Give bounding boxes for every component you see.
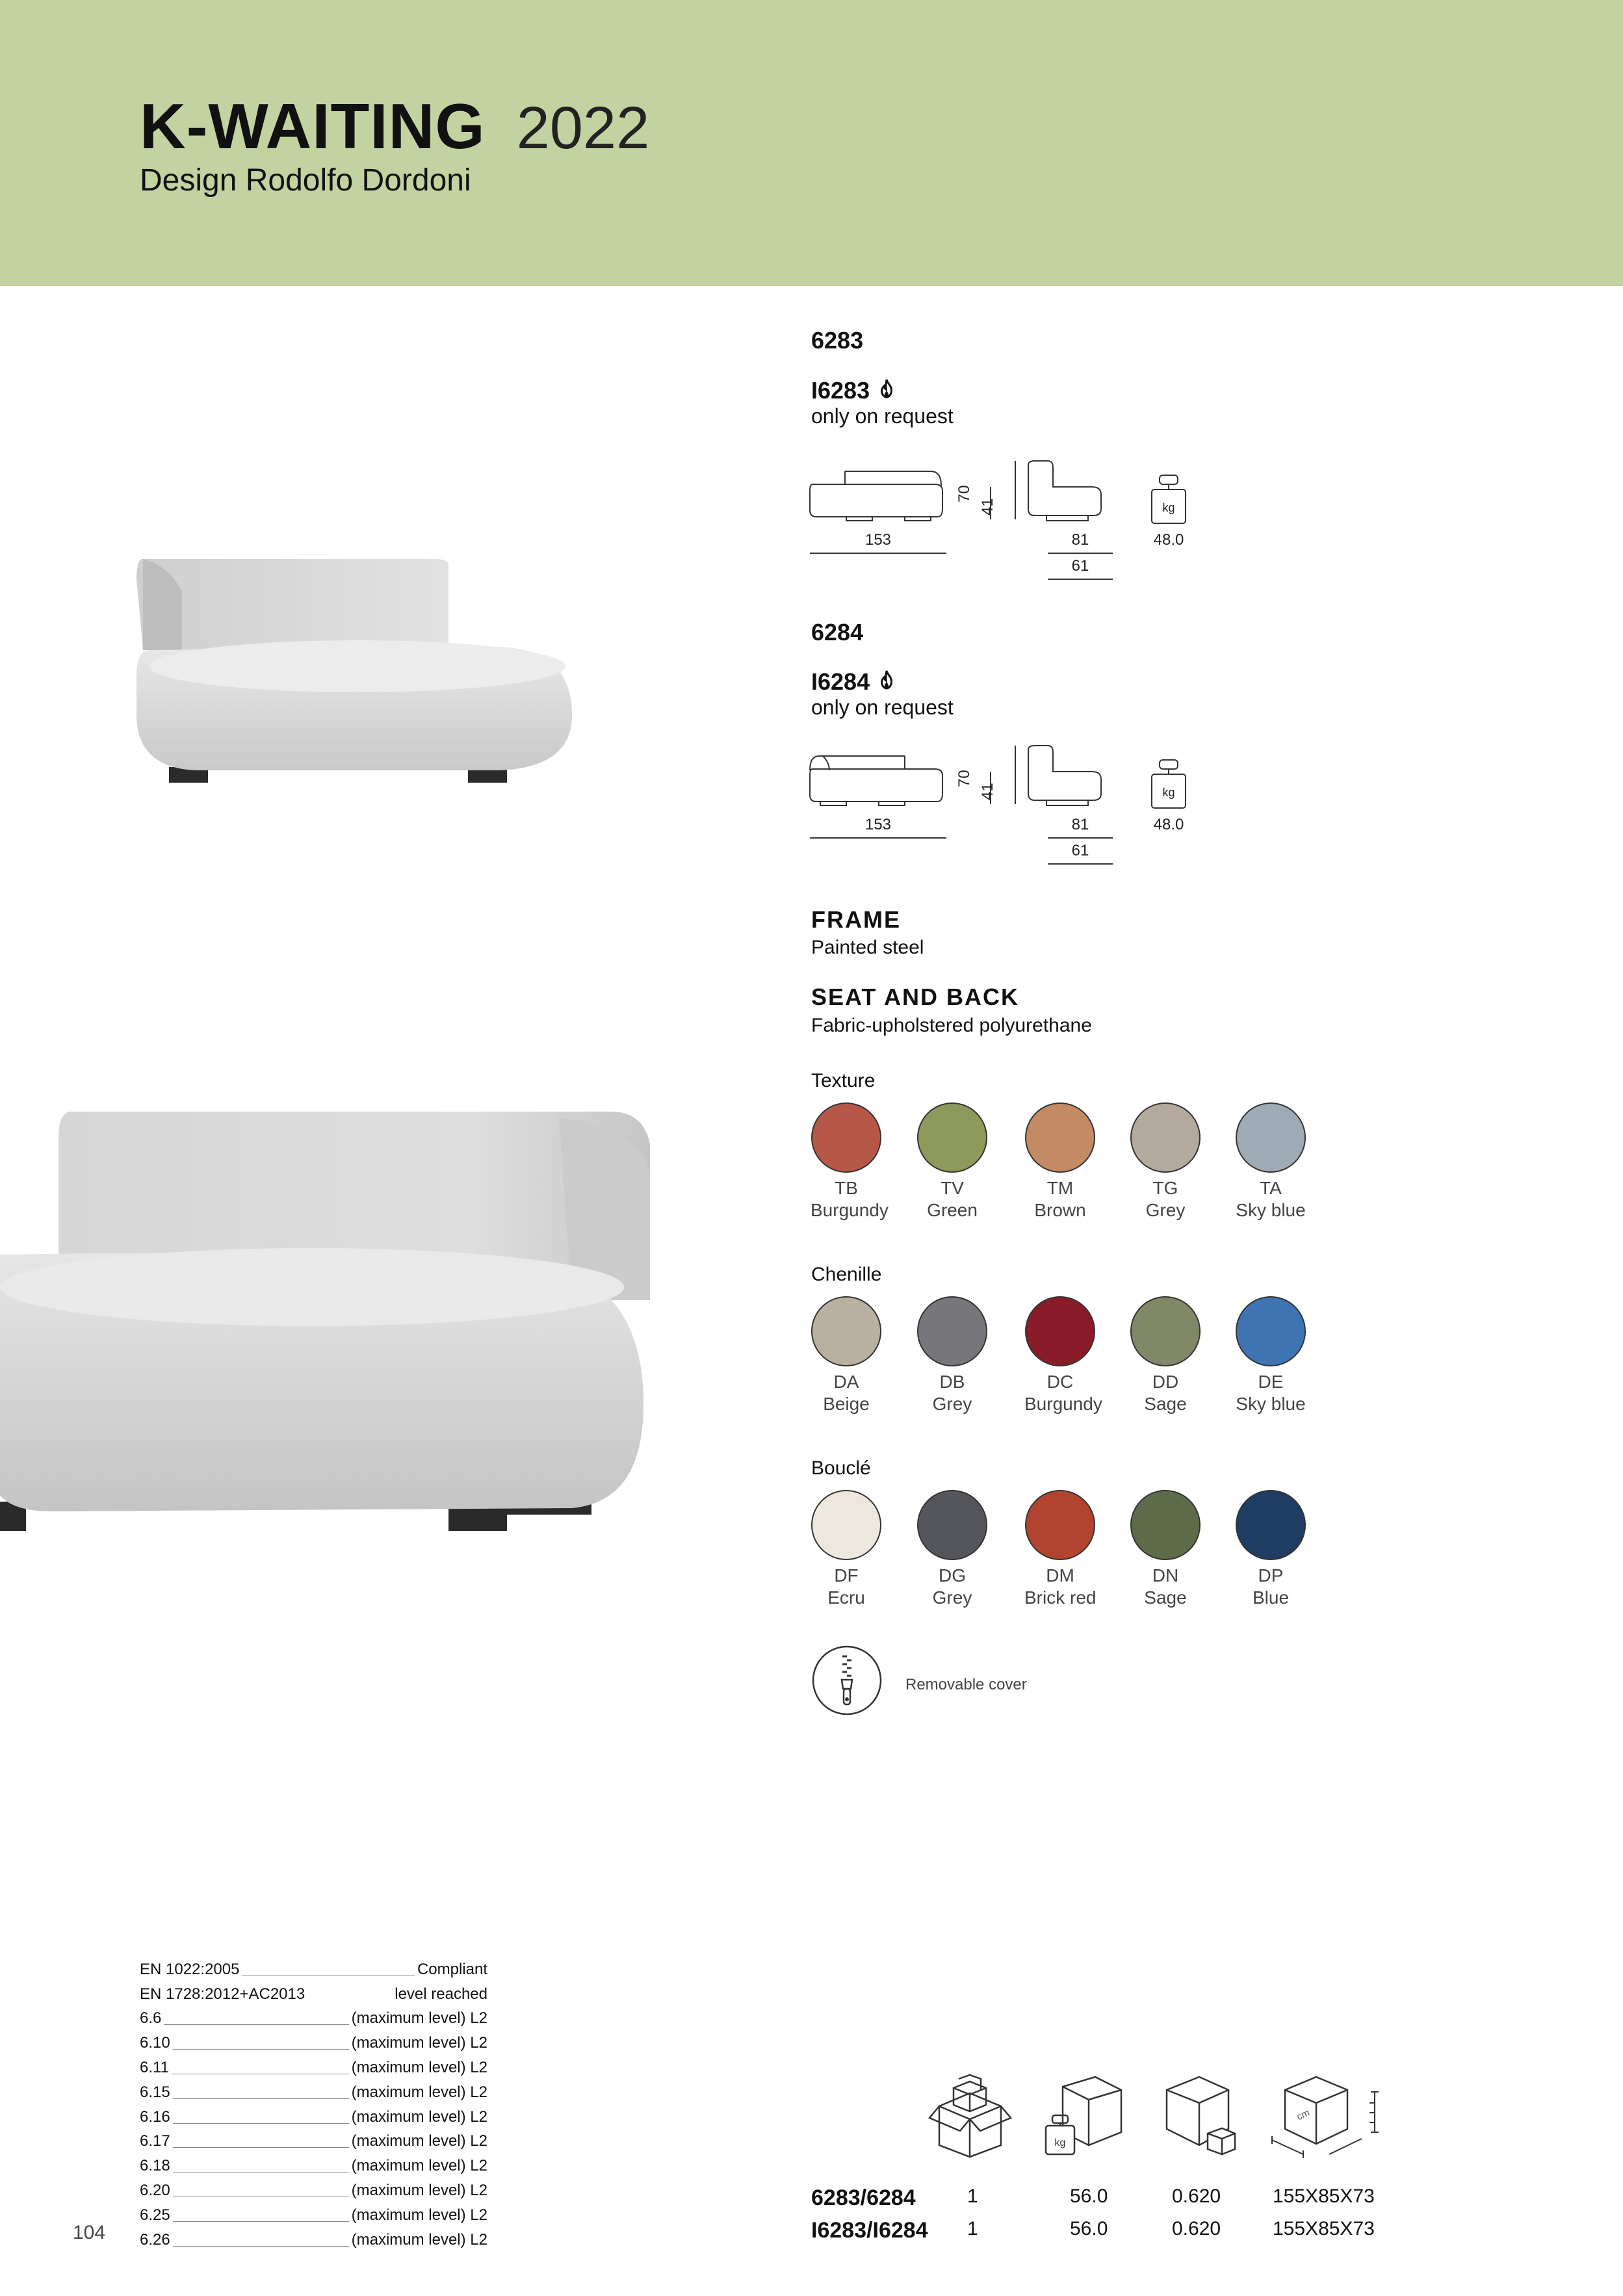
material-label: Texture — [811, 1070, 876, 1091]
request-note: only on request — [811, 404, 954, 428]
swatch-color — [1025, 1296, 1095, 1366]
dimension-diagram — [807, 737, 1210, 867]
weight-value: 48.0 — [1153, 816, 1184, 833]
fabric-swatch[interactable]: DD Sage — [1130, 1296, 1201, 1415]
norm-row: 6.25 (maximum level) L2 — [140, 2206, 487, 2224]
swatch-color — [1130, 1490, 1201, 1560]
weight-value: 48.0 — [1153, 531, 1184, 549]
swatch-color — [1025, 1102, 1095, 1173]
fabric-swatch[interactable]: DF Ecru — [811, 1490, 882, 1608]
dim-depth: 81 — [1071, 816, 1089, 833]
dim-line — [1048, 837, 1113, 839]
pack-volume: 0.620 — [1172, 2185, 1221, 2207]
dim-seat-height: 41 — [979, 783, 996, 800]
norm-row: EN 1728:2012+AC2013 level reached — [140, 1985, 487, 2003]
swatch-color — [811, 1102, 881, 1173]
dim-seat-height: 41 — [979, 498, 996, 515]
swatch-color — [917, 1102, 987, 1173]
dim-line — [810, 553, 946, 554]
frame-title: FRAME — [811, 906, 901, 933]
fabric-swatch[interactable]: DE Sky blue — [1235, 1296, 1306, 1415]
dim-seat-depth: 61 — [1071, 557, 1089, 575]
box-volume-icon — [1163, 2074, 1241, 2161]
header-band — [0, 0, 1623, 286]
swatch-color — [1130, 1102, 1201, 1173]
product-image-large — [0, 1099, 663, 1541]
collection-title: K-WAITING — [140, 90, 486, 162]
dim-height: 70 — [955, 770, 973, 787]
swatch-color — [1236, 1296, 1306, 1366]
norm-row: 6.17 (maximum level) L2 — [140, 2132, 487, 2150]
material-label: Bouclé — [811, 1457, 871, 1479]
pack-qty: 1 — [967, 2185, 978, 2207]
swatch-color — [811, 1490, 881, 1560]
frame-text: Painted steel — [811, 937, 924, 958]
product-code: 6283 — [811, 327, 864, 354]
product-code: 6284 — [811, 619, 864, 646]
fabric-swatch[interactable]: DM Brick red — [1024, 1490, 1096, 1608]
fabric-swatch[interactable]: DC Burgundy — [1024, 1296, 1096, 1415]
title-row — [140, 90, 649, 163]
fire-product-code: I6284 — [811, 668, 898, 698]
material-label: Chenille — [811, 1264, 882, 1285]
dim-width: 153 — [864, 816, 892, 833]
box-dimensions-icon — [1271, 2074, 1381, 2161]
pack-dimension-icon-label: cm — [1295, 2107, 1312, 2123]
pack-size: 155X85X73 — [1273, 2218, 1375, 2239]
swatch-color — [917, 1296, 987, 1366]
swatch-color — [811, 1296, 881, 1366]
flame-icon — [875, 378, 898, 407]
norm-row: 6.11 (maximum level) L2 — [140, 2058, 487, 2076]
norm-row: 6.10 (maximum level) L2 — [140, 2034, 487, 2052]
swatch-color — [917, 1490, 987, 1560]
fabric-swatch[interactable]: TM Brown — [1024, 1102, 1096, 1221]
norm-row: 6.20 (maximum level) L2 — [140, 2181, 487, 2199]
boxes-icon — [926, 2074, 1014, 2161]
weight-icon-label: kg — [1162, 501, 1175, 514]
dim-width: 153 — [864, 531, 892, 549]
fabric-swatch[interactable]: DA Beige — [811, 1296, 882, 1415]
dim-line — [810, 837, 946, 839]
packaging-row — [811, 2185, 1461, 2215]
fabric-swatch[interactable]: TA Sky blue — [1235, 1102, 1306, 1221]
fabric-swatch[interactable]: DB Grey — [916, 1296, 988, 1415]
dim-line — [1048, 579, 1113, 580]
dim-depth: 81 — [1071, 531, 1089, 549]
seat-title: SEAT AND BACK — [811, 984, 1019, 1010]
norm-row: 6.18 (maximum level) L2 — [140, 2157, 487, 2175]
fabric-swatch[interactable]: DG Grey — [916, 1490, 988, 1608]
pack-weight: 56.0 — [1070, 2185, 1108, 2207]
product-image-small — [123, 553, 591, 800]
designer-credit: Design Rodolfo Dordoni — [140, 163, 471, 198]
norm-row: 6.16 (maximum level) L2 — [140, 2107, 487, 2126]
fabric-swatch[interactable]: TB Burgundy — [811, 1102, 882, 1221]
page-number: 104 — [73, 2222, 106, 2243]
weight-icon-label: kg — [1162, 786, 1175, 799]
fabric-swatch[interactable]: TV Green — [916, 1102, 988, 1221]
pack-volume: 0.620 — [1172, 2218, 1221, 2239]
pack-weight-icon-label: kg — [1054, 2137, 1066, 2148]
dim-height: 70 — [955, 485, 973, 502]
norm-row: EN 1022:2005 Compliant — [140, 1960, 487, 1978]
swatch-color — [1130, 1296, 1201, 1366]
pack-size: 155X85X73 — [1273, 2185, 1375, 2207]
collection-year: 2022 — [516, 95, 650, 161]
pack-qty: 1 — [967, 2218, 978, 2239]
fabric-swatch[interactable]: DP Blue — [1235, 1490, 1306, 1608]
norm-row: 6.26 (maximum level) L2 — [140, 2230, 487, 2249]
fabric-swatch[interactable]: TG Grey — [1130, 1102, 1201, 1221]
swatch-color — [1236, 1102, 1306, 1173]
swatch-color — [1236, 1490, 1306, 1560]
dim-seat-depth: 61 — [1071, 842, 1089, 859]
pack-code: I6283/I6284 — [811, 2218, 928, 2243]
pack-weight: 56.0 — [1070, 2218, 1108, 2239]
fire-product-code: I6283 — [811, 377, 898, 407]
norm-row: 6.15 (maximum level) L2 — [140, 2083, 487, 2101]
zipper-icon — [811, 1645, 883, 1719]
dim-line — [1048, 863, 1113, 865]
norm-row: 6.6 (maximum level) L2 — [140, 2009, 487, 2028]
flame-icon — [875, 669, 898, 698]
request-note: only on request — [811, 696, 954, 719]
box-weight-icon — [1043, 2074, 1124, 2161]
removable-cover-label: Removable cover — [905, 1676, 1027, 1693]
packaging-row — [811, 2218, 1461, 2248]
swatch-color — [1025, 1490, 1095, 1560]
norms-table — [140, 1954, 487, 2249]
dimension-diagram — [807, 452, 1210, 582]
seat-text: Fabric-upholstered polyurethane — [811, 1015, 1092, 1036]
dim-line — [1048, 553, 1113, 554]
pack-code: 6283/6284 — [811, 2185, 916, 2210]
fabric-swatch[interactable]: DN Sage — [1130, 1490, 1201, 1608]
